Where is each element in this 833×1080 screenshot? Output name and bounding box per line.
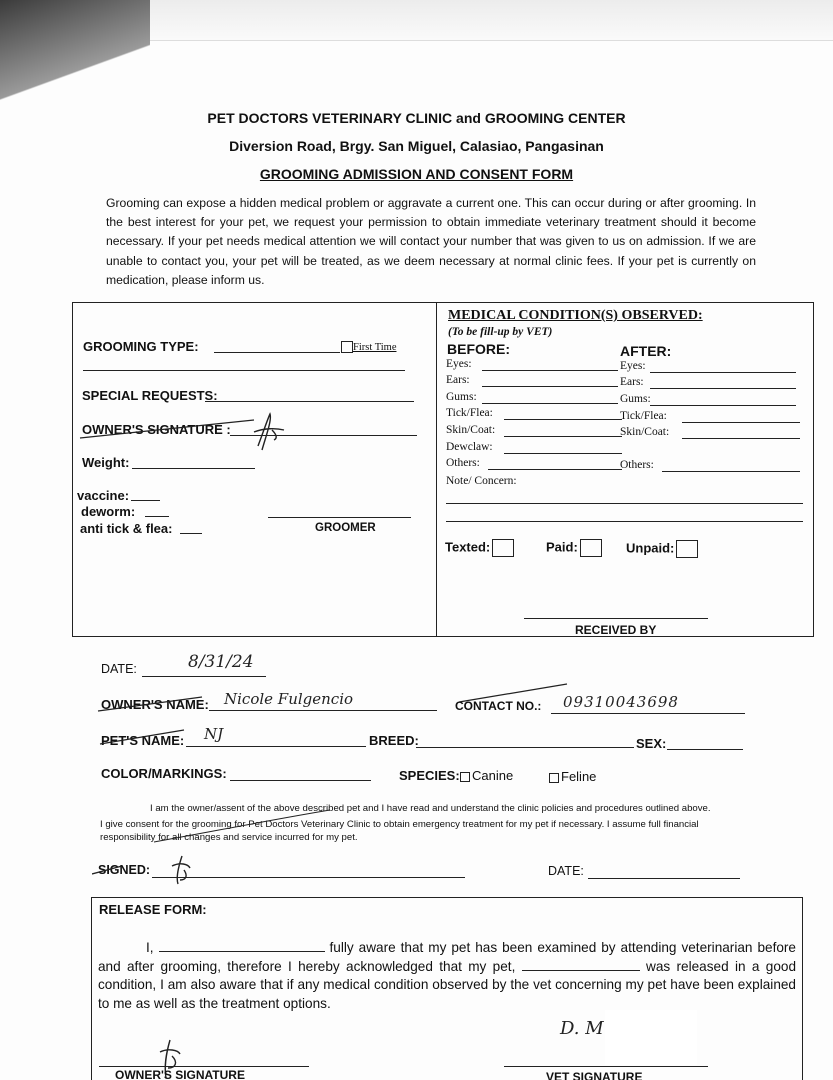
deworm-label: deworm: <box>81 504 136 519</box>
after-field-1[interactable] <box>650 388 796 389</box>
anti-tick-label: anti tick & flea: <box>80 521 173 536</box>
release-owner-signature-label: OWNER'S SIGNATURE <box>115 1068 245 1080</box>
after-item-0: Eyes: <box>620 360 646 372</box>
before-item-5: Dewclaw: <box>446 441 493 453</box>
intro-paragraph: Grooming can expose a hidden medical problem or aggravate a current one. This can occur during or after grooming. In the best interest for your pet, we request your permission to obtain immediate veterinary treatment should it become necessary. If your pet needs medical attention we will contact your number that was given to us on admission. If we are unable to contact you, your pet will be treated, as we deem necessary at normal clinic fees. If your pet is currently on medication, please inform us. <box>106 196 756 287</box>
note-line-2[interactable] <box>446 521 803 522</box>
weight-field[interactable] <box>132 468 255 469</box>
groomer-signature-field[interactable] <box>268 517 411 518</box>
vet-signature-field[interactable] <box>504 1066 708 1067</box>
before-field-1[interactable] <box>482 386 618 387</box>
after-field-4[interactable] <box>682 438 800 439</box>
owner-name-field[interactable] <box>209 710 437 711</box>
date-label: DATE: <box>101 662 137 676</box>
canine-checkbox[interactable] <box>460 772 470 782</box>
before-item-0: Eyes: <box>446 358 472 370</box>
strike-mark-owner-sig <box>78 418 258 442</box>
box-divider <box>436 302 437 637</box>
owner-signature-label: OWNER'S SIGNATURE : <box>82 422 231 437</box>
consent-line-3: responsibility for all changes and service incurred for my pet. <box>100 832 358 843</box>
before-field-0[interactable] <box>482 370 618 371</box>
groomer-label: GROOMER <box>315 522 376 534</box>
form-title: GROOMING ADMISSION AND CONSENT FORM <box>259 166 574 182</box>
clinic-address: Diversion Road, Brgy. San Miguel, Calasiao, Pangasinan <box>229 138 604 154</box>
species-label: SPECIES: <box>399 768 460 783</box>
after-item-5: Others: <box>620 459 654 471</box>
before-item-2: Gums: <box>446 391 477 403</box>
release-pet-name-field[interactable] <box>522 958 640 971</box>
medical-title: MEDICAL CONDITION(S) OBSERVED: <box>448 308 703 323</box>
texted-checkbox[interactable] <box>492 539 514 557</box>
release-title: RELEASE FORM: <box>99 902 207 917</box>
pet-name-label: PET'S NAME: <box>101 733 185 748</box>
owner-name-label: OWNER'S NAME: <box>101 697 209 712</box>
pet-name-field[interactable] <box>186 746 366 747</box>
color-markings-field[interactable] <box>230 780 371 781</box>
date-handwritten: 8/31/24 <box>188 652 254 672</box>
contact-field[interactable] <box>551 713 745 714</box>
before-item-6: Others: <box>446 457 480 469</box>
vaccine-field[interactable] <box>131 500 160 501</box>
after-label: AFTER: <box>620 343 672 359</box>
unpaid-label: Unpaid: <box>626 540 698 558</box>
before-label: BEFORE: <box>447 341 510 357</box>
after-item-4: Skin/Coat: <box>620 426 670 438</box>
sex-label: SEX: <box>636 736 667 751</box>
color-markings-label: COLOR/MARKINGS: <box>101 766 227 781</box>
contact-handwritten: 09310043698 <box>563 693 679 711</box>
sex-field[interactable] <box>667 749 743 750</box>
after-field-3[interactable] <box>682 422 800 423</box>
strike-mark-owner-name <box>96 693 206 715</box>
received-by-field[interactable] <box>524 618 708 619</box>
before-field-2[interactable] <box>482 403 618 404</box>
first-time-checkbox[interactable] <box>341 341 353 353</box>
deworm-field[interactable] <box>145 516 169 517</box>
after-item-1: Ears: <box>620 376 644 388</box>
before-item-1: Ears: <box>446 374 470 386</box>
after-item-3: Tick/Flea: <box>620 410 667 422</box>
weight-label: Weight: <box>82 455 130 470</box>
grooming-type-field[interactable] <box>214 352 340 353</box>
received-by-label: RECEIVED BY <box>575 623 657 637</box>
canine-label: Canine <box>472 768 514 783</box>
strike-mark-consent <box>150 806 390 846</box>
release-owner-name-field[interactable] <box>159 939 325 952</box>
signed-label: SIGNED: <box>98 863 151 877</box>
strike-mark-contact <box>455 680 575 706</box>
anti-tick-field[interactable] <box>180 533 202 534</box>
clinic-name: PET DOCTORS VETERINARY CLINIC and GROOMING CENTER <box>207 110 626 126</box>
texted-label: Texted: <box>445 539 514 557</box>
before-item-4: Skin/Coat: <box>446 424 496 436</box>
before-field-4[interactable] <box>504 436 622 437</box>
after-item-2: Gums: <box>620 393 651 405</box>
vet-initials: D. M <box>560 1018 604 1039</box>
medical-subtitle: (To be fill-up by VET) <box>448 326 553 338</box>
before-field-3[interactable] <box>504 419 622 420</box>
strike-mark-pet-name <box>98 726 188 748</box>
first-time-label: First Time <box>353 342 397 353</box>
paid-checkbox[interactable] <box>580 539 602 557</box>
before-item-3: Tick/Flea: <box>446 407 493 419</box>
after-field-0[interactable] <box>650 372 796 373</box>
unpaid-checkbox[interactable] <box>676 540 698 558</box>
note-concern-label: Note/ Concern: <box>446 475 517 487</box>
special-requests-field[interactable] <box>205 401 414 402</box>
feline-checkbox[interactable] <box>549 773 559 783</box>
before-field-6[interactable] <box>488 469 622 470</box>
signed-date-label: DATE: <box>548 864 584 878</box>
release-paragraph: I, fully aware that my pet has been examined by attending veterinarian before and after grooming, therefore I hereby acknowledged that my pet, was released in a good condition, I am also aware that if any medical condition observed by the vet concerning my pet have been explained to me as well as the treatment options. <box>98 940 797 1011</box>
signed-signature-scribble <box>92 850 212 886</box>
page-curl <box>0 0 150 110</box>
note-line-1[interactable] <box>446 503 803 504</box>
paid-label: Paid: <box>546 539 602 557</box>
before-field-5[interactable] <box>504 453 622 454</box>
consent-line-1: I am the owner/assent of the above described pet and I have read and understand the clinic policies and procedures outlined above. <box>150 803 711 814</box>
contact-label: CONTACT NO.: <box>455 699 542 713</box>
breed-field[interactable] <box>416 747 634 748</box>
signed-date-field[interactable] <box>588 878 740 879</box>
date-field[interactable] <box>142 676 266 677</box>
pet-name-handwritten: NJ <box>204 725 224 743</box>
redaction-patch <box>605 1010 697 1065</box>
breed-label: BREED: <box>369 733 419 748</box>
owner-name-handwritten: Nicole Fulgencio <box>224 690 354 708</box>
grooming-type-label: GROOMING TYPE: <box>83 339 199 354</box>
release-owner-signature-field[interactable] <box>99 1066 309 1067</box>
after-field-2[interactable] <box>650 405 796 406</box>
vet-signature-label: VET SIGNATURE <box>546 1070 643 1080</box>
grooming-type-extra-line[interactable] <box>83 370 405 371</box>
feline-label: Feline <box>561 769 597 784</box>
consent-line-2: I give consent for the grooming for Pet Doctors Veterinary Clinic to obtain emergency treatment for my pet if necessary. I assume full financial <box>100 819 699 830</box>
after-field-5[interactable] <box>662 471 800 472</box>
vaccine-label: vaccine: <box>77 488 130 503</box>
special-requests-label: SPECIAL REQUESTS: <box>82 388 218 403</box>
